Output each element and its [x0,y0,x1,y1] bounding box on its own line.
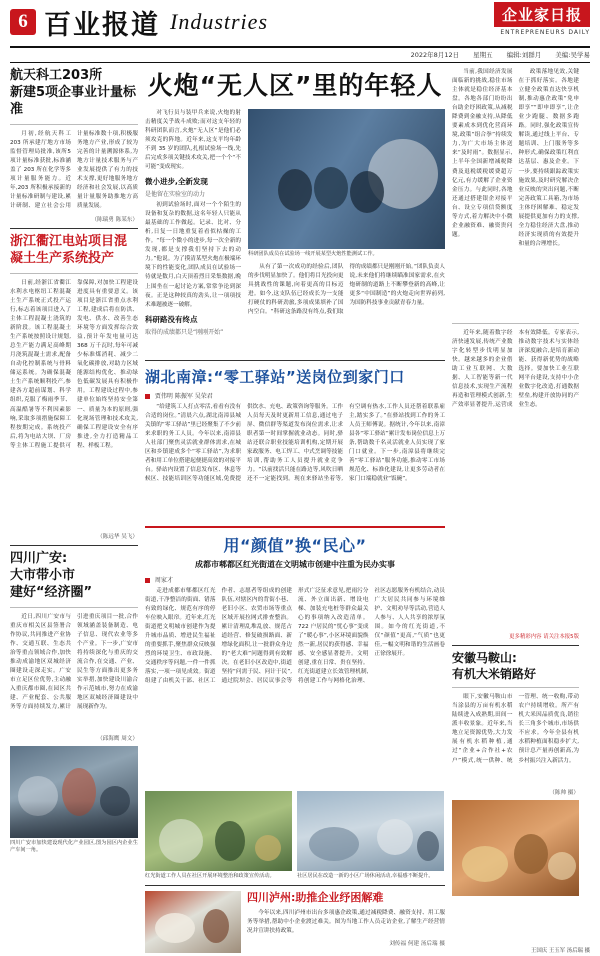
page-number-badge: 6 [10,9,36,35]
mid-byline: 贾伟明 陈振军 吴荣君 [154,392,213,400]
right-article-3-headline-line2: 有机大米销路好 [452,666,537,681]
article-qujiang-headline: 浙江衢江电站项目混凝土生产系统投产 [10,234,128,266]
lead-story [145,72,445,355]
article-203-byline: （陈瑞勇 陈某东） [91,217,138,224]
masthead-meta [10,48,590,63]
bottom-photo-row [145,791,445,881]
article-qujiang-byline: （陈远华 吴飞） [97,533,138,540]
lead-intro: 对飞行员与装甲兵来说,火炮的射击精度关乎战斗成败;而对这支年轻的科研团队而言,火炮“无人区”是他们必须攻克的阵地。近年来,这支平均年龄不到 35 岁的团队,扎根试验场一线,先后完成多项关键技术攻关,把一个个“不可能”变成现实。 [145,109,241,171]
photo-community-plaza [297,791,444,871]
lead-sub2-tag: 取得的成绩都只是“刚刚开始” [145,328,224,336]
photo-luzhou-visit [145,891,241,953]
right-column [452,68,579,952]
mid-story [145,366,445,521]
right-article-3-headline-line1: 安徽马鞍山: [452,651,517,665]
issue-editor: 编辑:刘群月 [506,51,542,59]
lead-sub1-tag: 是他留在实验室的动力 [145,191,206,199]
right-article-3-byline: （陈帅 摄） [549,790,579,797]
right-article-3 [452,651,579,796]
brand-badge-cn: 企业家日报 [494,2,590,27]
left-column [10,68,138,952]
bottom-headline: 用“颜值”换“民心” [223,535,367,555]
issue-date: 2022年8月12日 [410,51,460,59]
right-article-1-body: 当前,我国经济发展面临新的挑战,稳住市场主体就是稳住经济基本盘。各地各部门纷纷出台助企纾困政策,从减税降费到金融支持,从降低要素成本到优化营商环境,政策“组合拳”持续发力,为广大市场主体送来“及时雨”。数据显示,上半年全国新增减税降费及退税缓税缓费超万亿元,有力缓解了企业资金压力。与此同时,各地还通过搭建银企对接平台、设立专项信贷额度等方式,着力解决中小微企业融资难、融资贵问题。 [452,69,513,238]
right-article-1 [452,68,579,318]
photo-guangan-factory [10,746,138,838]
banner-body: 今年以来,四川泸州市出台多项惠企政策,通过减税降费、融资支持、用工服务等举措,帮助中小企业渡过难关。图为当地工作人员走访企业,了解生产经营情况并宣讲扶持政策。 [247,909,445,934]
divider [10,124,138,125]
article-qujiang-body: 日前,经浙江省衢江水利水电枢纽工程混凝土生产系统正式投产运行,标志着该项目进入了主体工程混凝土浇筑的新阶段。该工程混凝土生产系统按照设计规划,总生产能力满足高峰期月浇筑混凝土需求,配备自动化控制系统与骨料储运系统。为确保混凝土生产系统顺利投产,参建各方超前谋划、科学组织,克服了梅雨季节、高温酷暑等不利因素影响,采取多项措施保障工程按期完成。系统投产后,将为电站大坝、厂房等主体工程施工提供可靠保障,对加快工程建设进度具有重要意义。该项目是浙江省重点水利工程,建成后将在防洪、发电、供水、改善生态环境等方面发挥综合效益,预计年发电量可达 368 万千瓦时,每年可减少标准煤消耗、减少二氧化碳排放,对助力区域能源结构优化、推动绿色低碳发展具有积极作用。工程建设过程中,参建单位始终坚持安全第一、质量为本的原则,强化现场管理和技术攻关,确保工程建设安全有序推进,全力打造精品工程、样板工程。 [10,279,138,449]
article-203-institute [10,68,138,223]
article-203-headline-line1: 航天科工203所 [10,68,103,83]
bottom-subheadline: 成都市郫都区红光街道在文明城市创建中注重为民办实事 [195,559,395,569]
issue-weekday: 星期五 [473,51,493,59]
divider [10,273,138,274]
lead-sub2: 科研路没有终点 [145,314,198,324]
photo-rice-harvest [452,800,579,896]
divider [452,687,579,688]
page-columns [10,68,590,952]
article-guangan-headline-line2: 大市带小市 [10,567,76,583]
right-article-3-body: 眼下,安徽马鞍山市当涂县的万亩有机水稻陆续进入成熟期,田间一派丰收景象。近年来,当地立足资源优势,大力发展有机水稻种植,通过“企业+合作社+农户”模式,统一供种、统一管理、统一收购,带动农户持续增收。所产有机大米因品质优良,销往长三角多个城市,市场供不应求。今年全县有机水稻种植面积稳步扩大,预计总产量再创新高,为乡村振兴注入新活力。 [452,694,579,764]
bottom-story [145,533,445,881]
masthead-title-cn: 百业报道 [44,9,160,41]
lead-photo-wrap [248,109,445,355]
divider [10,228,138,229]
bottom-banner [145,891,445,953]
masthead-title-en: Industries [170,9,268,34]
divider [10,607,138,608]
bullet-square-icon [145,394,150,399]
divider [10,545,138,546]
photo-street-caption: 红光街道工作人员在社区开展环境整治和政策宣传活动。 [145,872,275,879]
bottom-body: 走进成都市郫都区红光街道,干净整洁的街面、错落有致的绿化、规范有序的停车位映入眼帘。近年来,红光街道把文明城市创建作为提升城市品质、增进民生福祉的重要抓手,聚焦群众反映强烈的环境卫生、市政设施、交通秩序等问题,一件一件抓落实,一项一项见成效。街道组建了由机关干部、社区工作者、志愿者等组成的创建队伍,对辖区内的背街小巷、老旧小区、农贸市场等重点区域开展拉网式排查整治。累计清理乱堆乱放、规范占道经营、修复破损路面、新增绿化面积,让一批群众身边的“老大难”问题得到有效解决。在老旧小区改造中,街道坚持“问需于民、问计于民”,通过院坝会、居民议事会等形式广泛征求意见,把雨污分流、外立面出新、增设电梯、加装充电桩等群众最关心的事项纳入改造清单。722 户居民的“忧心事”变成了“暖心事”,小区环境面貌焕然一新,居民的获得感、幸福感、安全感显著提升。文明创建,重在日常、贵在坚持。红光街道建立长效管理机制,将创建工作与网格化治理、社区志愿服务有机结合,动员广大居民共同参与环境维护、文明劝导等活动,营造人人参与、人人共享的浓厚氛围。如今的红光街道,不仅“颜值”更高,“气质”也更佳,一幅文明和谐的生活画卷正徐徐展开。 [145,587,445,685]
right-article-2-body: 近年来,随着数字经济快速发展,传统产业数字化转型步伐明显加快。越来越多的企业借助工业互联网、大数据、人工智能等新一代信息技术,实现生产流程再造和管理模式创新,生产效率显著提升,运营成本有效降低。专家表示,推动数字技术与实体经济深度融合,是培育新动能、获得新优势的战略选择。要加快工业互联网平台建设,支持中小企业数字化改造,打通数据壁垒,构建开放协同的产业生态。 [452,330,579,409]
page-footer-credit: 王国庆 王玉军 汤后瑞 摄 [530,948,590,954]
photo-lead-caption: 科研团队成员在试验场一线开展某型火炮性能测试工作。 [248,250,378,257]
right-article-1-body2: 政策落地见效,关键在于抓好落实。各地建立健全政策直达快享机制,推动惠企政策“免申即享”“即申即享”,让企业少跑腿、数据多跑路。同时,强化政策宣传解读,通过线上平台、专题培训、上门服务等多种形式,确保政策红利直达基层、惠及企业。下一步,要持续跟踪政策实施效果,及时研究解决企业反映的突出问题,不断完善政策工具箱,为市场主体纾困解难、稳定发展提供更加有力的支撑,全力稳住经济大盘,推动经济实现质的有效提升和量的合理增长。 [518,69,579,247]
lead-text-left [145,109,241,355]
lead-body2: 从有了第一次成功的经验后,团队的步伐明显加快了。他们将目光投向更具挑战性的课题,向着更高的目标迈进。如今,这支队伍已经成长为一支能打硬仗的科研劲旅,多项成果填补了国内空白。“科研这条路没有终点,我们取得的成绩都只是刚刚开始。”团队负责人说,未来他们将继续瞄准国家需求,在火炮研制的道路上不断攀登新的高峰,让更多“中国制造”的火炮走向世界前列,为国防科技事业贡献青春力量。 [248,263,445,315]
right-note: 更多精彩内容 请关注本报5版 [509,634,579,640]
mid-body: “给建筑工人打点零活,看看有没有合适的岗位。”清晨六点,湖北南漳县城关镇的“零工驿站”里已经聚集了不少前来求职的务工人员。今年以来,南漳县人社部门聚焦灵活就业群体需求,在城区和乡镇建成多个“零工驿站”,为求职者和用工单位搭建起便捷高效的对接平台。驿站内设置了信息发布区、休息等候区、技能培训区等功能区域,免费提供饮水、充电、政策咨询等服务。工作人员每天及时更新用工信息,通过电子屏、微信群等渠道发布岗位需求,让求职者第一时间掌握就业动态。同时,驿站还联合职业技能培训机构,定期开展家政服务、电工焊工、中式烹调等技能培训,帮助务工人员提升就业竞争力。“以前找活只能在路边等,风吹日晒还不一定能找到。现在来驿站坐着等,有空调有热水,工作人员还帮着联系雇主,踏实多了。”在驿站找到工作的务工人员王师傅说。据统计,今年以来,南漳县各“零工驿站”累计发布岗位信息上万条,帮助数千名灵活就业人员实现了家门口就业。下一步,南漳县将继续完善“零工驿站”服务功能,推动零工市场规范化、标准化建设,让更多劳动者在家门口端稳就业“饭碗”。 [145,403,445,482]
banner-byline: 刘传福 何建 汤后瑞 摄 [389,940,445,947]
photo-plaza-caption: 社区居民在改造一新的小区广场休闲活动,幸福感不断提升。 [297,872,434,879]
lead-body1: 初到试验场时,面对一个个陌生的设备和复杂的数据,这名年轻人只能从最基础的工作做起。记录、比对、分析,日复一日地重复着看似枯燥的工作。“每一个微小的进步,每一次全新的发现,都是支撑我们坚持下去的动力。”他说。为了摸清某型火炮在极端环境下的性能变化,团队成员在试验场一待就是数月,白天顶着烈日采集数据,晚上围坐在一起讨论方案,常常争论到深夜。正是这种较真的劲头,让一项项技术难题被逐一破解。 [145,202,241,308]
article-guangan-headline-line1: 四川广安: [10,550,68,566]
right-article-2 [452,329,579,629]
divider [145,885,445,886]
divider [452,323,579,324]
article-203-headline-line2: 新建5项企事业计量标准 [10,84,137,117]
bottom-byline: 周家才 [154,576,173,584]
brand-badge-en: ENTREPRENEURS DAILY [500,29,590,36]
divider [145,360,445,361]
photo-street-cleanup [145,791,292,871]
lead-sub1: 微小进步,全新发现 [145,177,208,187]
masthead-brand [494,2,590,36]
issue-layout: 美编:吴学易 [555,51,590,59]
article-203-body: 月初,经航天科工 203 所承建厅地方市场监督管理局批准,该所5项计量标准获批,标准涵盖了 203 所在化学等多项计量服务能力。近年,203 所积极承接新的计量标准研制与建设,累计研制、建立社会公用计量标准数十项,积极服务地方产业,形成了较为完善的计量溯源体系,为地方计量技术服务与产业发展提供了有力的技术支撑,更好地服务地方经济和社会发展,以高质量计量服务助推地方高质量发展。 [10,130,138,210]
divider-red [145,526,445,528]
masthead [10,0,590,44]
article-guangan-headline-line3: 建好“经济圈” [10,584,93,600]
article-guangan [10,551,138,742]
mid-headline: 湖北南漳:“零工驿站”送岗位到家门口 [145,367,405,386]
center-column [145,68,445,952]
photo-guangan-caption: 四川广安市加快建设现代化产业园区,图为园区内企业生产车间一角。 [10,839,138,854]
bullet-square-icon [145,578,150,583]
divider [452,645,579,646]
banner-headline: 四川泸州:助推企业纾困解难 [247,891,384,905]
photo-lead-team [248,109,445,249]
lead-headline: 火炮“无人区”里的年轻人 [147,71,443,100]
article-qujiang-station [10,234,138,540]
article-guangan-byline: （邱海鹰 周文） [97,735,138,742]
article-guangan-body: 近日,四川广安市与重庆市相关区县签署合作协议,共同推进产业协作、交通互联、生态共治等重点领域合作,加快推动成渝地区双城经济圈建设走深走实。广安市立足区位优势,主动融入重庆都市圈,在园区共建、产业配套、公共服务等方面持续发力,累计引进重庆项目一批,合作领域涵盖装备制造、电子信息、现代农业等多个产业。下一步,广安市将持续深化与重庆的交流合作,在交通、产业、民生等方面推出更多务实举措,加快建设川渝合作示范城市,努力在成渝地区双城经济圈建设中展现新作为。 [10,613,138,711]
